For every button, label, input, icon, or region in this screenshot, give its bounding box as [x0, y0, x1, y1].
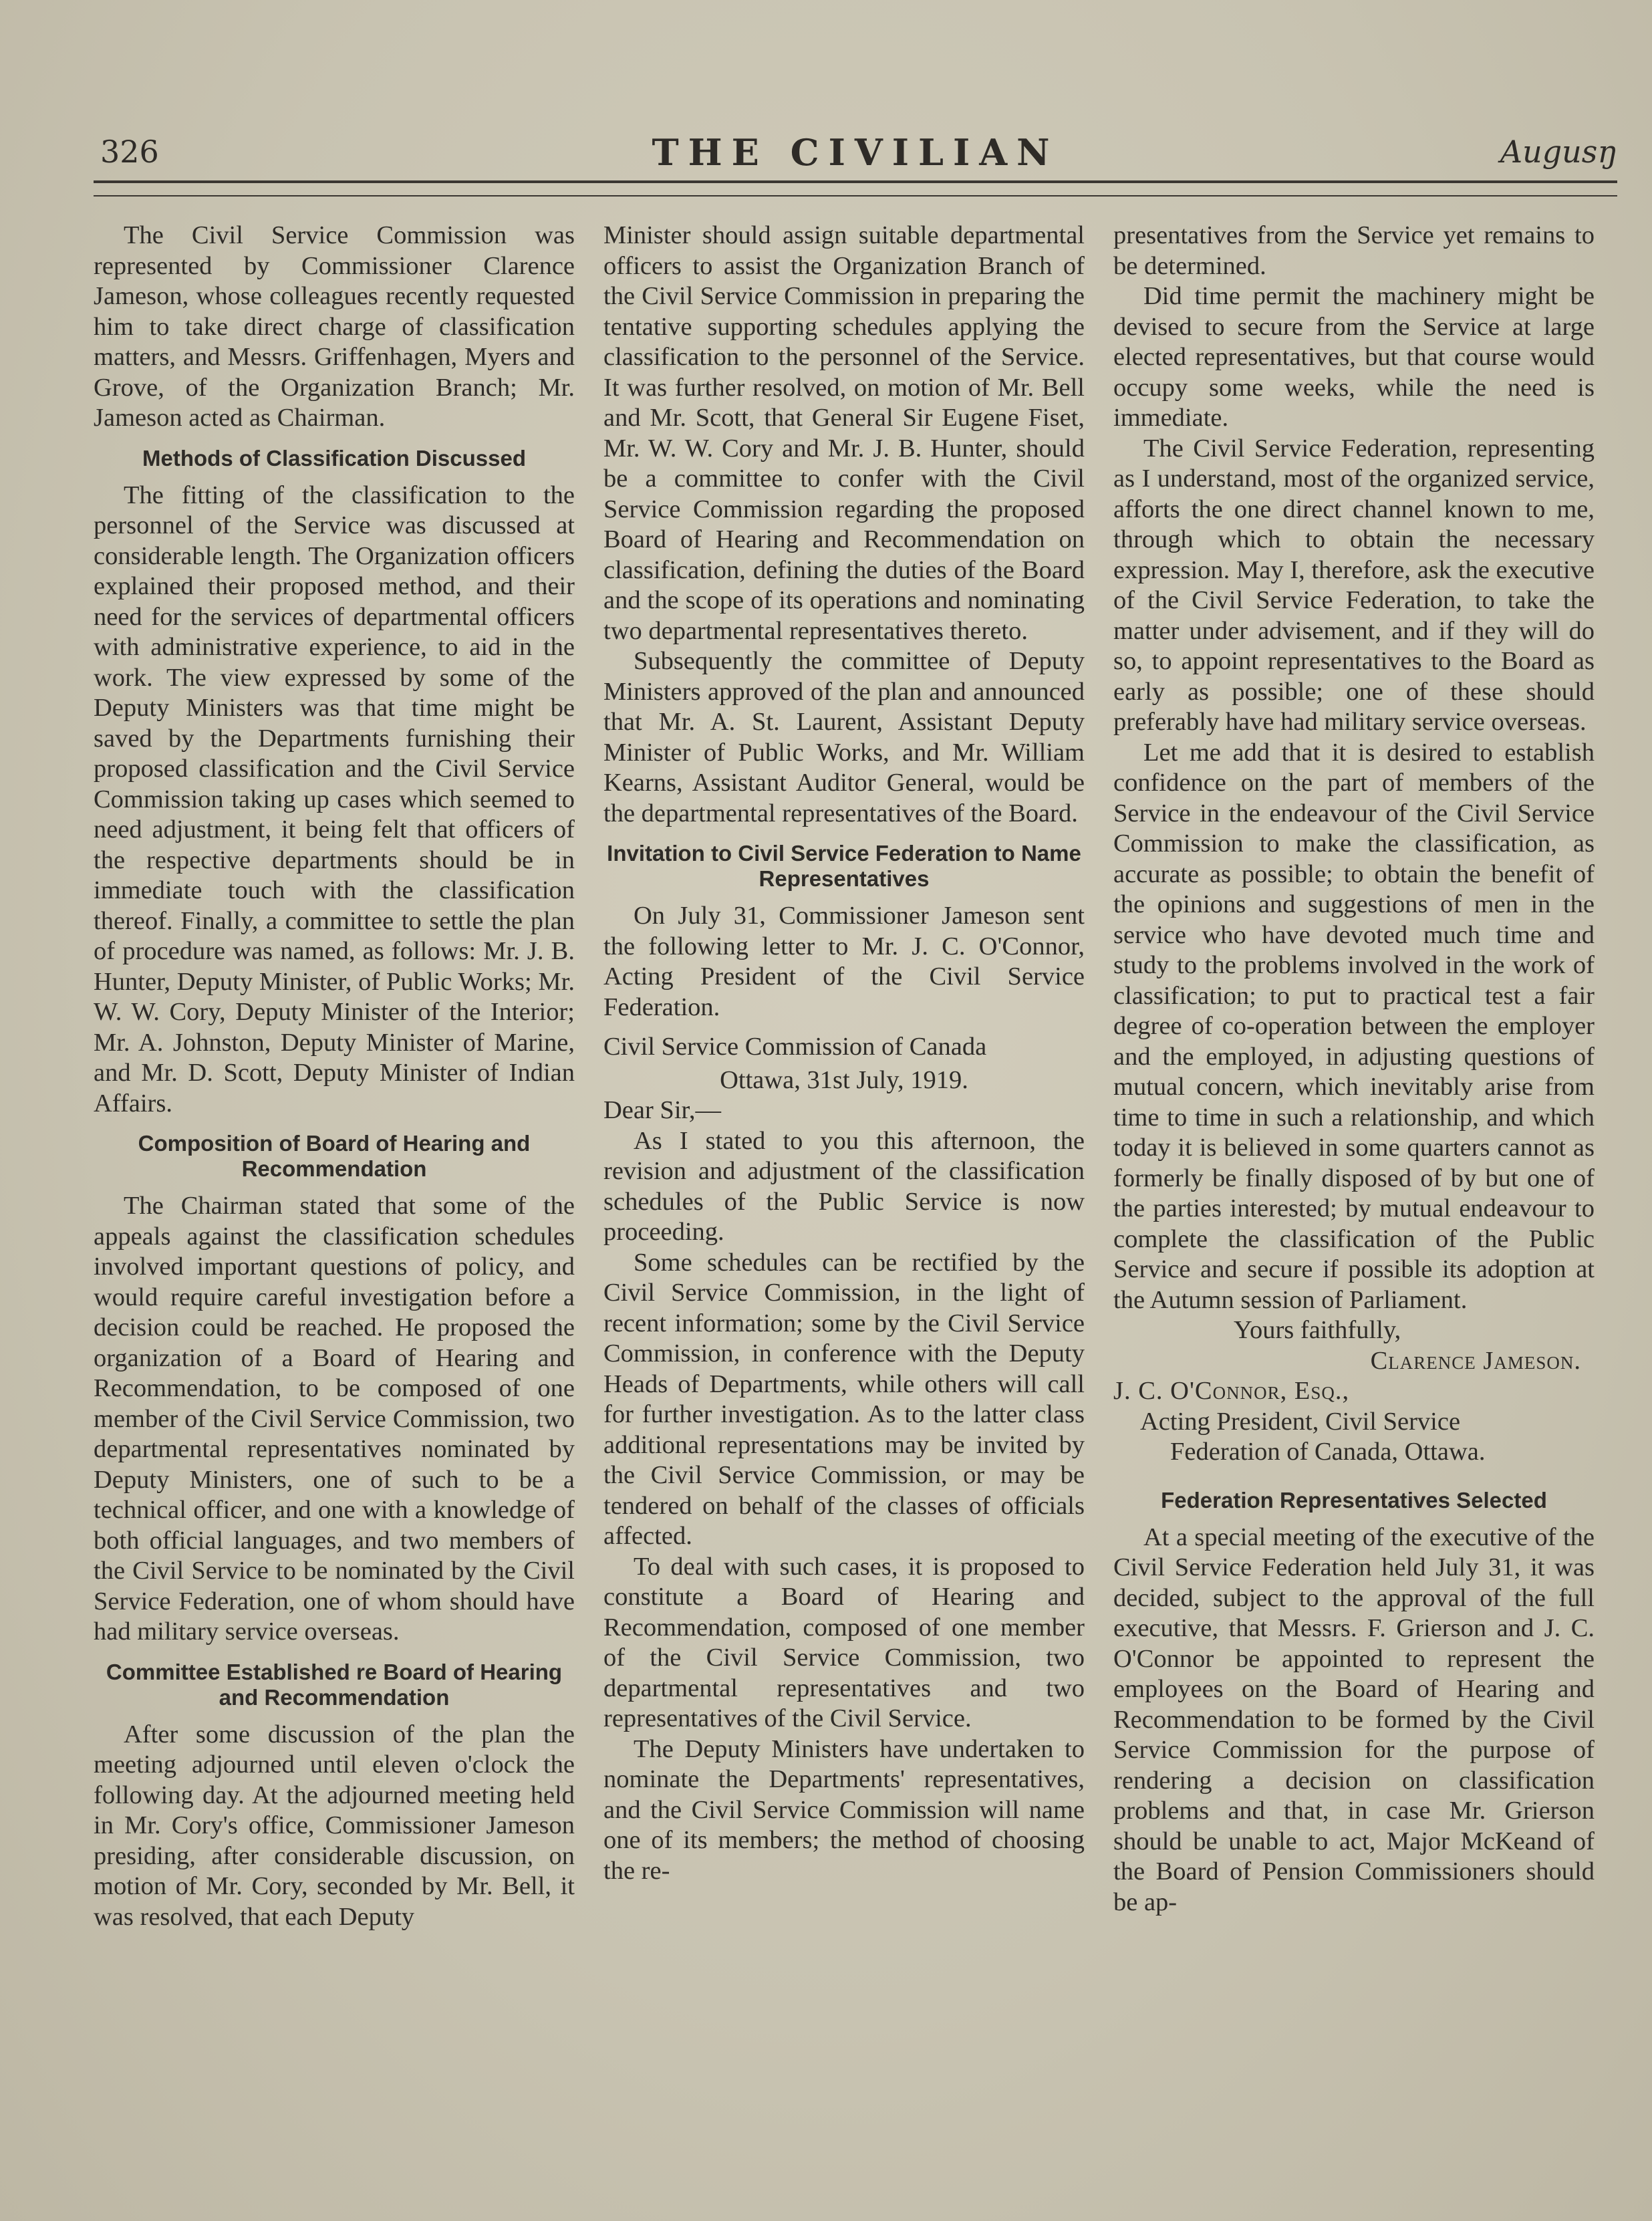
paragraph: The Civil Service Commission was represented by Commissioner Clarence Jameson, whose colleagues recently requested him to take direct charge of classification matters, and Messrs. Griffenhagen, Myers and Grove, of the Organization Branch; Mr. Jameson acted as Chairman.: [94, 221, 575, 432]
paragraph: After some discussion of the plan the meeting adjourned until eleven o'clock the following day. At the adjourned meeting held in Mr. Cory's office, Commissioner Jameson presiding, after considerable discussion, on motion of Mr. Cory, seconded by Mr. Bell, it was resolved, that each Deputy: [94, 1720, 575, 1931]
paragraph: The fitting of the classification to the personnel of the Service was discussed at considerable length. The Organization officers explained their proposed method, and their need for the services of departmental officers with administrative experience, to aid in the work. The view expressed by some of the Deputy Ministers was that time might be saved by the Departments furnishing their proposed classification and the Civil Service Commission taking up cases which seemed to need adjustment, it being felt that officers of the respective departments should be in immediate touch with the classification thereof. Finally, a committee to settle the plan of procedure was named, as follows: Mr. J. B. Hunter, Deputy Minister, of Public Works; Mr. W. W. Cory, Deputy Minister of the Interior; Mr. A. Johnston, Deputy Minister of Marine, and Mr. D. Scott, Deputy Minister of Indian Affairs.: [94, 481, 575, 1118]
dateline: Ottawa, 31st July, 1919.: [720, 1065, 968, 1094]
page-number: 326: [100, 134, 159, 170]
paragraph: As I stated to you this afternoon, the revision and adjustment of the classification schedules of the Public Service is now proceeding.: [603, 1126, 1085, 1246]
letter-signature: Clarence Jameson.: [1370, 1346, 1581, 1375]
column-1: [94, 221, 575, 1932]
paragraph: presentatives from the Service yet remains to be determined.: [1113, 221, 1595, 280]
paragraph: Minister should assign suitable departmental officers to assist the Organization Branch of the Civil Service Commission in preparing the tentative supporting schedules applying the classification to the personnel of the Service. It was further resolved, on motion of Mr. Bell and Mr. Scott, that General Sir Eugene Fiset, Mr. W. W. Cory and Mr. J. B. Hunter, should be a committee to confer with the Civil Service Commission regarding the proposed Board of Hearing and Recommendation on classification, defining the duties of the Board and the scope of its operations and nominating two departmental representatives thereto.: [603, 221, 1085, 645]
letter-closing: Yours faithfully,: [1234, 1316, 1401, 1344]
section-heading: Invitation to Civil Service Federation to Name Representatives: [607, 841, 1081, 891]
addressee: J. C. O'Connor, Esq.,: [1113, 1377, 1350, 1405]
paragraph: On July 31, Commissioner Jameson sent the following letter to Mr. J. C. O'Connor, Acting President of the Civil Service Federation.: [603, 902, 1085, 1021]
paragraph: The Civil Service Federation, representing as I understand, most of the organized service, afforts the one direct channel known to me, through which to obtain the necessary expression. May I, therefore, ask the executive of the Civil Service Federation, to take the matter under advisement, and if they will do so, to appoint representatives to the Board as early as possible; one of these should preferably have had military service overseas.: [1113, 434, 1595, 736]
section-heading: Methods of Classification Discussed: [142, 445, 526, 471]
paragraph: Did time permit the machinery might be devised to secure from the Service at large elected representatives, but that course would occupy some weeks, while the need is immediate.: [1113, 282, 1595, 432]
paragraph: The Chairman stated that some of the appeals against the classification schedules involved important questions of policy, and would require careful investigation before a decision could be reached. He proposed the organization of a Board of Hearing and Recommendation, to be composed of one member of the Civil Service Commission, two departmental representatives nominated by Deputy Ministers, one of such to be a technical officer, and one with a knowledge of both official languages, and two members of the Civil Service to be nominated by the Civil Service Federation, one of whom should have had military service overseas.: [94, 1192, 575, 1646]
paragraph: The Deputy Ministers have undertaken to nominate the Departments' representatives, and the Civil Service Commission will name one of its members; the method of choosing the re-: [603, 1734, 1085, 1885]
masthead-title: THE CIVILIAN: [652, 131, 1059, 174]
section-heading: Composition of Board of Hearing and Recommendation: [138, 1131, 531, 1181]
address-line: Federation of Canada, Ottawa.: [1170, 1438, 1486, 1466]
header-rule: [94, 180, 1617, 197]
issue-month: Augusŋ: [1500, 134, 1617, 170]
column-3: [1113, 221, 1595, 1918]
paragraph: To deal with such cases, it is proposed to constitute a Board of Hearing and Recommendation, composed of one member of the Civil Service Commission, two departmental representatives and two representatives of the Civil Service.: [603, 1552, 1085, 1732]
paragraph: Subsequently the committee of Deputy Ministers approved of the plan and announced that Mr. A. St. Laurent, Assistant Deputy Minister of Public Works, and Mr. William Kearns, Assistant Auditor General, would be the departmental representatives of the Board.: [603, 647, 1085, 827]
paragraph: Some schedules can be rectified by the Civil Service Commission, in the light of recent information; some by the Civil Service Commission, in conference with the Deputy Heads of Departments, while others will call for further investigation. As to the latter class additional representations may be invited by the Civil Service Commission, or may be tendered on behalf of the classes of officials affected.: [603, 1248, 1085, 1550]
salutation: Dear Sir,—: [603, 1096, 721, 1124]
column-2: [603, 221, 1085, 1886]
paragraph: Let me add that it is desired to establish confidence on the part of members of the Service in the endeavour of the Civil Service Commission to make the classification, as accurate as possible; to obtain the benefit of the opinions and suggestions of men in the service who have devoted much time and study to the problems involved in the work of classification; to put to practical test a fair degree of co-operation between the employer and the employed, in adjusting questions of mutual concern, which inevitably arise from time to time in such a relationship, and which today it is believed in some quarters cannot as formerly be finally disposed of by but one of the parties interested; by mutual endeavour to complete the classification of the Public Service and secure if possible its adoption at the Autumn session of Parliament.: [1113, 738, 1595, 1314]
letterhead: Civil Service Commission of Canada: [603, 1033, 987, 1061]
section-heading: Committee Established re Board of Hearing and Recommendation: [106, 1659, 563, 1710]
page-header: [94, 131, 1617, 180]
paragraph: At a special meeting of the executive of the Civil Service Federation held July 31, it was decided, subject to the approval of the full executive, that Messrs. F. Grierson and J. C. O'Connor be appointed to represent the employees on the Board of Hearing and Recommendation to be formed by the Civil Service Commission for the purpose of rendering a decision on classification problems and that, in case Mr. Grierson should be unable to act, Major McKeand of the Board of Pension Commissioners should be ap-: [1113, 1523, 1595, 1916]
section-heading: Federation Representatives Selected: [1161, 1487, 1547, 1513]
address-line: Acting President, Civil Service: [1140, 1407, 1461, 1436]
